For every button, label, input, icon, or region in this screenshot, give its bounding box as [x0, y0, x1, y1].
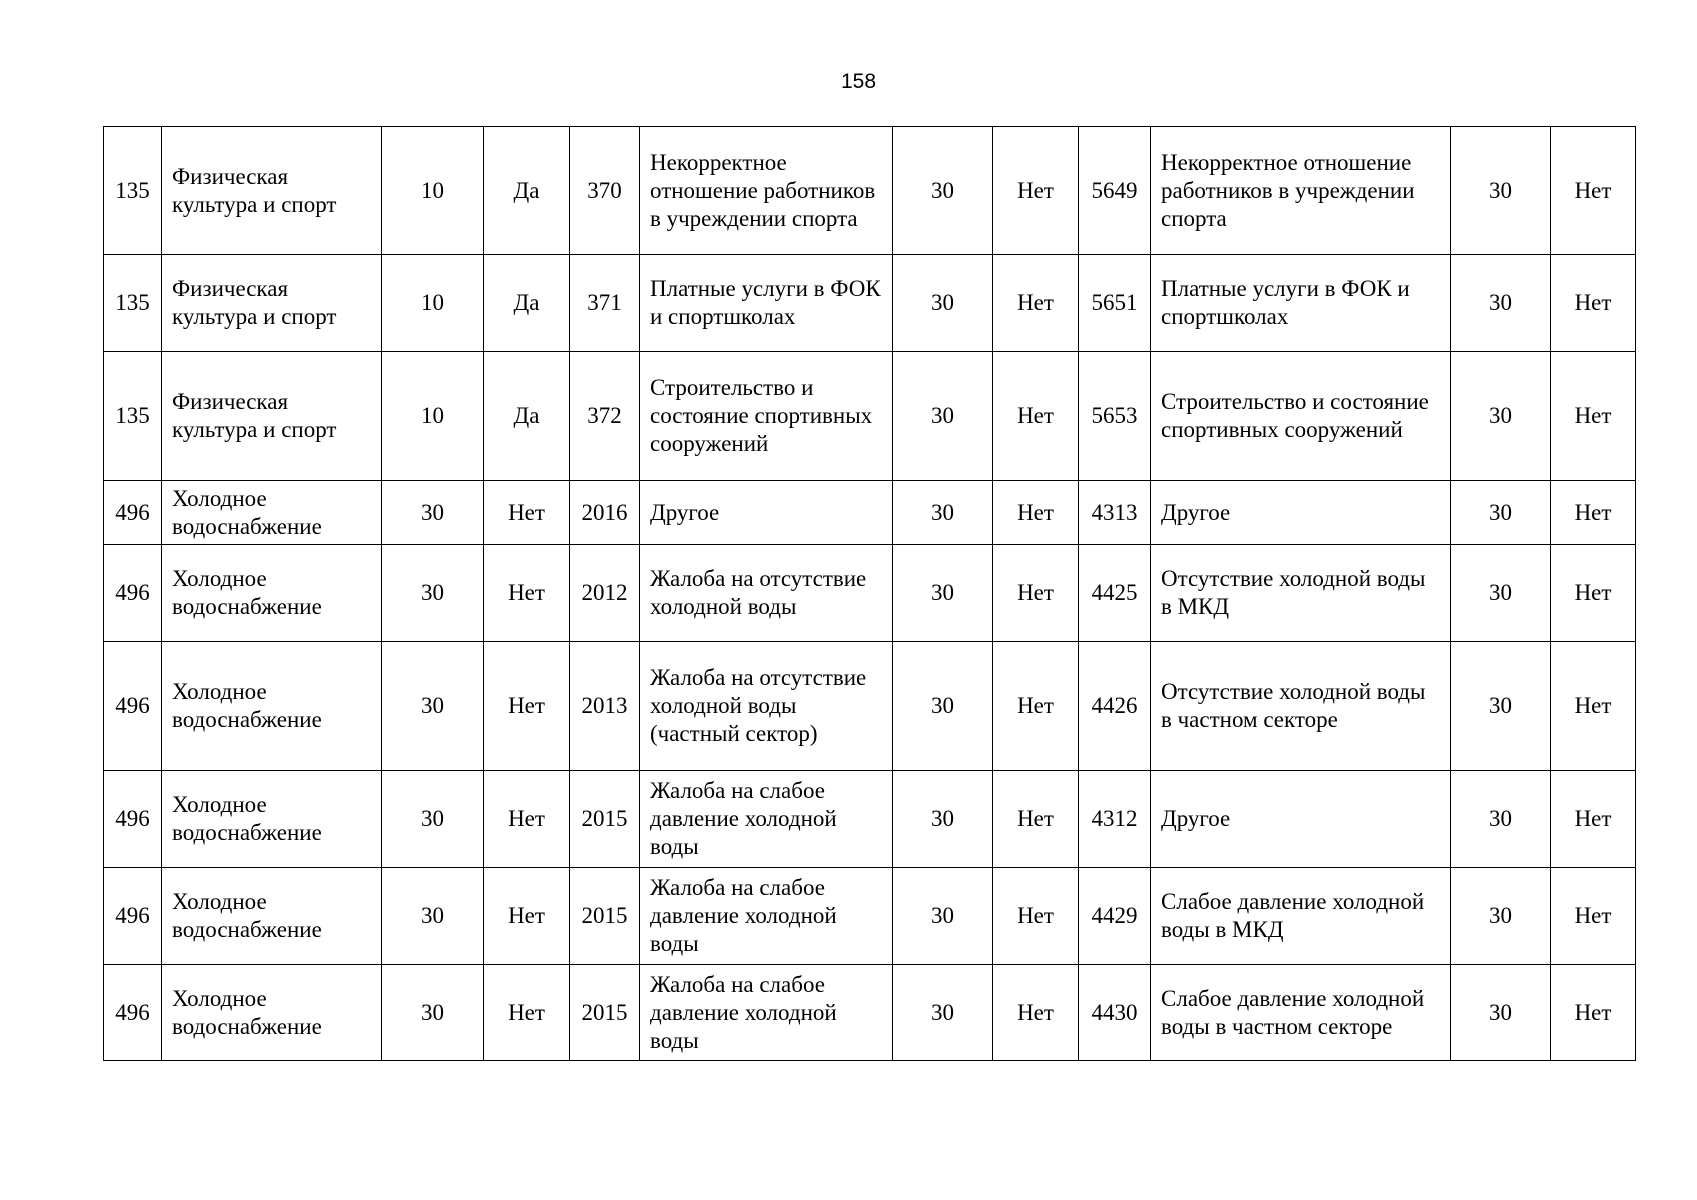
subtopic-code: 4313 [1079, 481, 1151, 545]
subtopic-code: 5649 [1079, 127, 1151, 255]
topic-flag: Нет [993, 771, 1079, 868]
subtopic-flag: Нет [1551, 545, 1636, 642]
page-number: 158 [840, 70, 877, 93]
subtopic-days: 30 [1451, 352, 1551, 481]
topic-days: 30 [893, 127, 993, 255]
subtopic-days: 30 [1451, 642, 1551, 771]
table-row [104, 642, 1636, 771]
category-code: 496 [104, 545, 162, 642]
table-row [104, 481, 1636, 545]
table-row [104, 965, 1636, 1061]
subtopic-flag: Нет [1551, 255, 1636, 352]
category-code: 135 [104, 127, 162, 255]
topic-days: 30 [893, 965, 993, 1061]
topic-flag: Нет [993, 127, 1079, 255]
table-row [104, 771, 1636, 868]
topic-code: 372 [570, 352, 640, 481]
category-flag: Нет [484, 481, 570, 545]
topic-name: Жалоба на слабое давление холодной воды [640, 868, 893, 965]
topic-code: 2013 [570, 642, 640, 771]
topic-name: Некорректное отношение работников в учреждении спорта [640, 127, 893, 255]
table-row [104, 545, 1636, 642]
category-days: 30 [382, 868, 484, 965]
subtopic-name: Строительство и состояние спортивных сооружений [1151, 352, 1451, 481]
topic-name: Жалоба на отсутствие холодной воды (частный сектор) [640, 642, 893, 771]
table-row [104, 352, 1636, 481]
category-days: 10 [382, 352, 484, 481]
subtopic-days: 30 [1451, 965, 1551, 1061]
category-days: 10 [382, 255, 484, 352]
subtopic-flag: Нет [1551, 127, 1636, 255]
topic-flag: Нет [993, 642, 1079, 771]
topic-code: 2016 [570, 481, 640, 545]
subtopic-days: 30 [1451, 771, 1551, 868]
topic-name: Другое [640, 481, 893, 545]
subtopic-days: 30 [1451, 127, 1551, 255]
subtopic-name: Отсутствие холодной воды в МКД [1151, 545, 1451, 642]
category-name: Холодное водоснабжение [162, 965, 382, 1061]
topic-name: Жалоба на отсутствие холодной воды [640, 545, 893, 642]
category-name: Холодное водоснабжение [162, 481, 382, 545]
category-code: 496 [104, 481, 162, 545]
topic-name: Платные услуги в ФОК и спортшколах [640, 255, 893, 352]
subtopic-name: Слабое давление холодной воды в МКД [1151, 868, 1451, 965]
table-row [104, 868, 1636, 965]
subtopic-flag: Нет [1551, 868, 1636, 965]
subtopic-name: Отсутствие холодной воды в частном секторе [1151, 642, 1451, 771]
category-days: 30 [382, 771, 484, 868]
table-row [104, 127, 1636, 255]
subtopic-name: Слабое давление холодной воды в частном секторе [1151, 965, 1451, 1061]
category-name: Физическая культура и спорт [162, 255, 382, 352]
topic-code: 2015 [570, 965, 640, 1061]
category-name: Физическая культура и спорт [162, 127, 382, 255]
topic-flag: Нет [993, 868, 1079, 965]
topic-name: Жалоба на слабое давление холодной воды [640, 965, 893, 1061]
category-code: 496 [104, 868, 162, 965]
category-flag: Нет [484, 868, 570, 965]
category-name: Холодное водоснабжение [162, 868, 382, 965]
subtopic-name: Некорректное отношение работников в учреждении спорта [1151, 127, 1451, 255]
category-days: 10 [382, 127, 484, 255]
subtopic-days: 30 [1451, 481, 1551, 545]
category-flag: Да [484, 127, 570, 255]
subtopic-name: Другое [1151, 771, 1451, 868]
category-days: 30 [382, 965, 484, 1061]
topic-flag: Нет [993, 255, 1079, 352]
topic-days: 30 [893, 868, 993, 965]
subtopic-code: 4426 [1079, 642, 1151, 771]
category-flag: Да [484, 255, 570, 352]
topic-days: 30 [893, 255, 993, 352]
subtopic-days: 30 [1451, 545, 1551, 642]
topic-flag: Нет [993, 481, 1079, 545]
topic-days: 30 [893, 481, 993, 545]
classification-table [103, 126, 1636, 1061]
category-name: Холодное водоснабжение [162, 771, 382, 868]
topic-flag: Нет [993, 352, 1079, 481]
table-row [104, 255, 1636, 352]
topic-code: 370 [570, 127, 640, 255]
subtopic-flag: Нет [1551, 965, 1636, 1061]
category-code: 496 [104, 642, 162, 771]
category-flag: Нет [484, 642, 570, 771]
topic-days: 30 [893, 771, 993, 868]
category-code: 496 [104, 771, 162, 868]
category-days: 30 [382, 545, 484, 642]
category-days: 30 [382, 481, 484, 545]
topic-days: 30 [893, 642, 993, 771]
subtopic-code: 4429 [1079, 868, 1151, 965]
category-name: Холодное водоснабжение [162, 545, 382, 642]
category-flag: Нет [484, 771, 570, 868]
category-flag: Нет [484, 545, 570, 642]
subtopic-code: 4312 [1079, 771, 1151, 868]
category-code: 496 [104, 965, 162, 1061]
category-name: Холодное водоснабжение [162, 642, 382, 771]
topic-flag: Нет [993, 545, 1079, 642]
topic-code: 2012 [570, 545, 640, 642]
subtopic-code: 5651 [1079, 255, 1151, 352]
subtopic-code: 4425 [1079, 545, 1151, 642]
subtopic-name: Платные услуги в ФОК и спортшколах [1151, 255, 1451, 352]
category-flag: Нет [484, 965, 570, 1061]
topic-flag: Нет [993, 965, 1079, 1061]
category-code: 135 [104, 255, 162, 352]
subtopic-days: 30 [1451, 255, 1551, 352]
topic-name: Жалоба на слабое давление холодной воды [640, 771, 893, 868]
subtopic-code: 5653 [1079, 352, 1151, 481]
subtopic-days: 30 [1451, 868, 1551, 965]
subtopic-flag: Нет [1551, 481, 1636, 545]
subtopic-flag: Нет [1551, 642, 1636, 771]
category-name: Физическая культура и спорт [162, 352, 382, 481]
topic-code: 2015 [570, 868, 640, 965]
subtopic-name: Другое [1151, 481, 1451, 545]
category-code: 135 [104, 352, 162, 481]
topic-code: 2015 [570, 771, 640, 868]
subtopic-flag: Нет [1551, 352, 1636, 481]
subtopic-flag: Нет [1551, 771, 1636, 868]
topic-code: 371 [570, 255, 640, 352]
category-days: 30 [382, 642, 484, 771]
category-flag: Да [484, 352, 570, 481]
topic-days: 30 [893, 352, 993, 481]
subtopic-code: 4430 [1079, 965, 1151, 1061]
topic-name: Строительство и состояние спортивных сооружений [640, 352, 893, 481]
topic-days: 30 [893, 545, 993, 642]
